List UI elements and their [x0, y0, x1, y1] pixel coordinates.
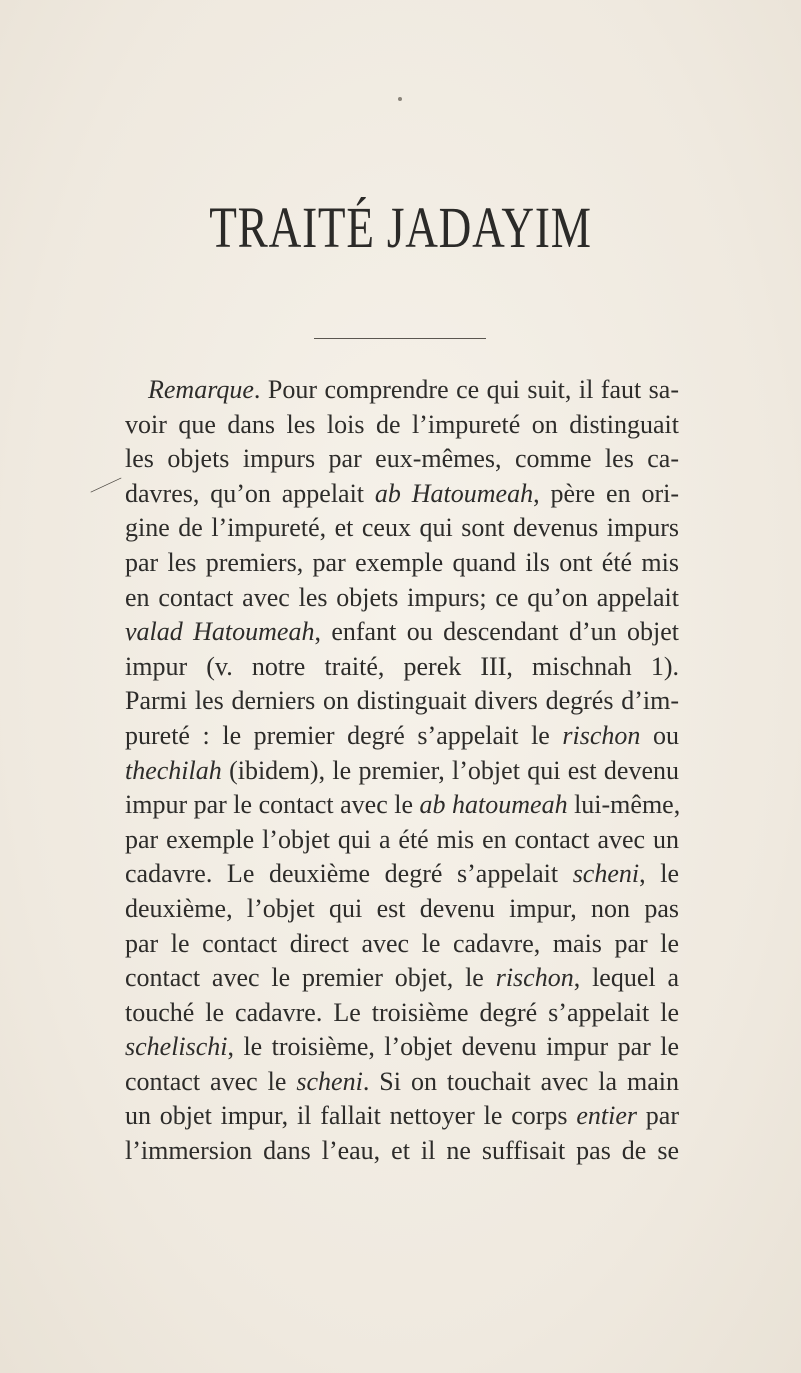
- text-segment: Parmi les derniers on distinguait divers degrés d’im-: [125, 686, 679, 716]
- italic-term: Remarque: [148, 375, 254, 404]
- text-segment: , lequel a: [573, 963, 679, 993]
- text-segment: cadavre. Le deuxième degré s’appelait: [125, 859, 573, 889]
- text-segment: davres, qu’on appelait: [125, 478, 375, 508]
- italic-term: valad Hatoumeah: [125, 617, 315, 647]
- text-line: [125, 408, 679, 443]
- text-segment: lui-même,: [567, 790, 681, 820]
- text-segment: par le contact direct avec le cadavre, mais par le: [125, 928, 679, 958]
- text-line: [125, 927, 679, 962]
- text-segment: impur par le contact avec le: [125, 790, 420, 820]
- text-line: [125, 719, 679, 754]
- italic-term: schelischi: [125, 1032, 228, 1062]
- text-segment: , le: [639, 859, 679, 889]
- text-line: [125, 511, 679, 546]
- text-segment: par exemple l’objet qui a été mis en contact avec un: [125, 824, 679, 854]
- text-line: [125, 1065, 679, 1100]
- text-line: [125, 1134, 679, 1169]
- text-segment: les objets impurs par eux-mêmes, comme les ca-: [125, 444, 679, 474]
- text-line: [125, 581, 679, 616]
- italic-term: entier: [576, 1101, 637, 1131]
- text-line: [125, 615, 679, 650]
- text-line: [125, 477, 679, 512]
- text-segment: voir que dans les lois de l’impureté on distinguait: [125, 409, 679, 439]
- text-segment: , le troisième, l’objet devenu impur par le: [227, 1032, 679, 1062]
- text-segment: par les premiers, par exemple quand ils ont été mis: [125, 547, 679, 577]
- text-line: [125, 684, 679, 719]
- text-segment: gine de l’impureté, et ceux qui sont devenus impurs: [125, 513, 679, 543]
- italic-term: ab hatoumeah: [419, 790, 568, 820]
- text-segment: contact avec le premier objet, le: [125, 963, 496, 993]
- text-line: [125, 1099, 679, 1134]
- text-line: [125, 788, 679, 823]
- text-line: [125, 754, 679, 789]
- text-line: [125, 892, 679, 927]
- text-segment: l’immersion dans l’eau, et il ne suffisait pas de se: [125, 1136, 679, 1166]
- text-line: [125, 442, 679, 477]
- text-segment: par: [636, 1101, 679, 1131]
- page-title: TRAITÉ JADAYIM: [209, 195, 592, 260]
- text-segment: . Pour comprendre ce qui suit, il faut sa-: [253, 375, 679, 404]
- italic-term: rischon: [495, 963, 574, 993]
- text-segment: touché le cadavre. Le troisième degré s’appelait le: [125, 997, 679, 1027]
- text-segment: contact avec le: [125, 1066, 297, 1096]
- italic-term: scheni: [572, 859, 640, 889]
- text-line: [125, 1030, 679, 1065]
- italic-term: scheni: [296, 1066, 363, 1096]
- title-divider-rule: [314, 338, 486, 339]
- text-line: [125, 857, 679, 892]
- text-segment: , père en ori-: [533, 478, 679, 508]
- text-segment: pureté : le premier degré s’appelait le: [125, 720, 563, 750]
- text-line: [125, 996, 679, 1031]
- text-line: [125, 823, 679, 858]
- text-segment: (ibidem), le premier, l’objet qui est devenu: [221, 755, 679, 785]
- text-segment: , enfant ou descendant d’un objet: [314, 617, 679, 647]
- text-segment: impur (v. notre traité, perek III, mischnah 1).: [125, 651, 679, 681]
- margin-pencil-mark: ⸻: [86, 470, 126, 500]
- italic-term: rischon: [562, 720, 641, 750]
- italic-term: thechilah: [125, 755, 222, 785]
- italic-term: ab Hatoumeah: [374, 478, 534, 508]
- text-line: [125, 373, 679, 408]
- text-segment: deuxième, l’objet qui est devenu impur, non pas: [125, 893, 679, 923]
- print-speck: [398, 97, 402, 101]
- body-paragraph: [125, 373, 679, 1169]
- text-segment: un objet impur, il fallait nettoyer le corps: [125, 1101, 577, 1131]
- text-line: [125, 650, 679, 685]
- text-segment: en contact avec les objets impurs; ce qu’on appelait: [125, 582, 679, 612]
- text-line: [125, 961, 679, 996]
- text-segment: ou: [640, 720, 679, 750]
- text-segment: . Si on touchait avec la main: [362, 1066, 679, 1096]
- text-line: [125, 546, 679, 581]
